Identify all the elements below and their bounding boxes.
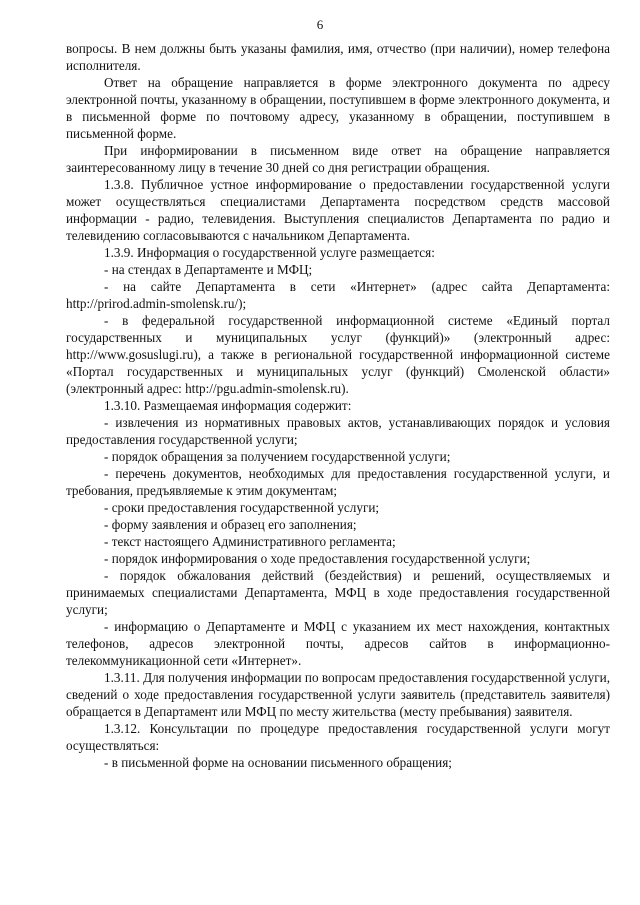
- list-item: - порядок обжалования действий (бездействия) и решений, осуществляемых и принимаемых специалистами Департамента, МФЦ в ходе предоставления государственной услуги;: [66, 568, 610, 617]
- list-item: - текст настоящего Административного регламента;: [104, 534, 396, 549]
- paragraph: 1.3.11. Для получения информации по вопросам предоставления государственной услуги, сведений о ходе предоставления государственной услуги заявитель (представитель заявителя) обращается в Департамент или МФЦ по месту жительства (месту пребывания) заявителя.: [66, 670, 610, 719]
- paragraph: При информировании в письменном виде ответ на обращение направляется заинтересованному лицу в течение 30 дней со дня регистрации обращения.: [66, 143, 610, 175]
- page-number: 6: [316, 17, 324, 32]
- list-item: - в письменной форме на основании письменного обращения;: [104, 755, 452, 770]
- document-body: [66, 40, 610, 771]
- list-item: - порядок информирования о ходе предоставления государственной услуги;: [104, 551, 531, 566]
- paragraph: 1.3.12. Консультации по процедуре предоставления государственной услуги могут осуществляться:: [66, 721, 610, 753]
- list-item: - порядок обращения за получением государственной услуги;: [104, 449, 451, 464]
- list-item: - сроки предоставления государственной услуги;: [104, 500, 380, 515]
- list-item: - перечень документов, необходимых для предоставления государственной услуги, и требования, предъявляемые к этим документам;: [66, 466, 610, 498]
- list-item: - в федеральной государственной информационной системе «Единый портал государственных и муниципальных услуг (функций)» (электронный адрес: http://www.gosuslugi.ru), а также в региональной государственной информационной системе «Портал государственных и муниципальных услуг (функций) Смоленской области» (электронный адрес: http://pgu.admin-smolensk.ru).: [66, 313, 610, 396]
- list-item: - на сайте Департамента в сети «Интернет» (адрес сайта Департамента: http://prirod.admin-smolensk.ru/);: [66, 279, 610, 311]
- paragraph: 1.3.8. Публичное устное информирование о предоставлении государственной услуги может осуществляться специалистами Департамента посредством средств массовой информации - радио, телевидения. Выступления специалистов Департамента по радио и телевидению согласовываются с начальником Департамента.: [66, 177, 610, 243]
- paragraph: 1.3.10. Размещаемая информация содержит:: [104, 398, 352, 413]
- paragraph: Ответ на обращение направляется в форме электронного документа по адресу электронной почты, указанному в обращении, поступившем в форме электронного документа, и в письменной форме по почтовому адресу, указанному в обращении, поступившем в письменной форме.: [66, 75, 610, 141]
- list-item: - извлечения из нормативных правовых актов, устанавливающих порядок и условия предоставления государственной услуги;: [66, 415, 610, 447]
- paragraph: 1.3.9. Информация о государственной услуге размещается:: [104, 245, 435, 260]
- list-item: - форму заявления и образец его заполнения;: [104, 517, 357, 532]
- list-item: - на стендах в Департаменте и МФЦ;: [104, 262, 313, 277]
- paragraph: вопросы. В нем должны быть указаны фамилия, имя, отчество (при наличии), номер телефона исполнителя.: [66, 41, 610, 73]
- list-item: - информацию о Департаменте и МФЦ с указанием их мест нахождения, контактных телефонов, адресов электронной почты, адресов сайтов в информационно-телекоммуникационной сети «Интернет».: [66, 619, 610, 668]
